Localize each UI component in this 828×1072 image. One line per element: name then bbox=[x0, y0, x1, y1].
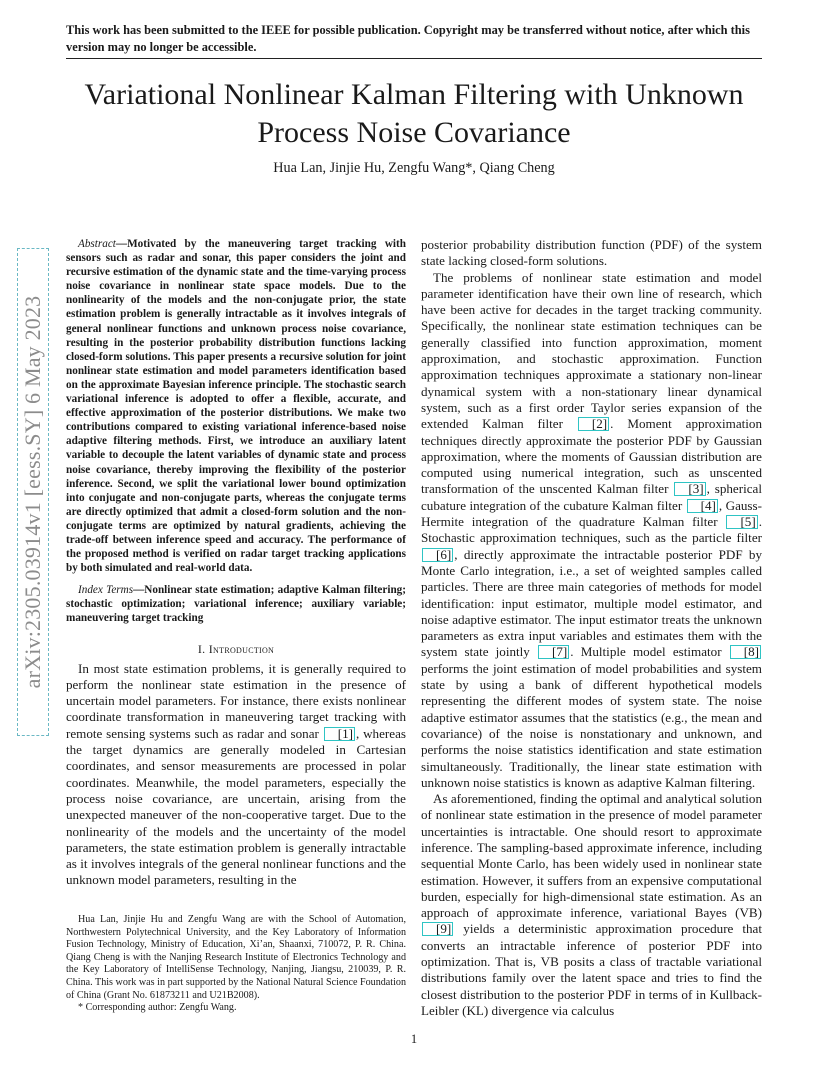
body-text: . Moment approximation techniques directly approximate the posterior PDF by Gaussian approximation, where the moments of Gaussian distribution are computed using numerical integration, such as unscented transformation of the unscented Kalman filter bbox=[421, 416, 762, 497]
footnotes bbox=[66, 914, 406, 1015]
body-text: The problems of nonlinear state estimation and model parameter identification have their own line of research, which have been active for decades in the target tracking community. Specifically, the nonlinear state estimation techniques can be generally classified into function approximation, moment approximation, and stochastic approximation. Function approximation techniques approximate a stationary non-linear dynamical system with a non-stationary linear dynamical system, such as a first order Taylor series expansion of the extended Kalman filter bbox=[421, 269, 762, 432]
page-number: 1 bbox=[410, 1032, 418, 1046]
citation-link[interactable]: [1] bbox=[324, 727, 355, 741]
body-text: yields a deterministic approximation procedure that converts an intractable inference of posterior PDF into optimization. That is, VB posits a class of tractable variational distributions family over the latent space and tries to find the closest distribution to the posterior PDF in terms of in Kullback-Leibler (KL) divergence via calculus bbox=[421, 921, 762, 1018]
abstract-label: Abstract bbox=[78, 238, 116, 250]
abstract bbox=[66, 237, 406, 575]
arxiv-stamp[interactable] bbox=[17, 248, 49, 736]
citation-link[interactable]: [7] bbox=[538, 645, 569, 659]
intro-paragraph-3 bbox=[421, 791, 762, 1019]
paper-title: Variational Nonlinear Kalman Filtering with Unknown Process Noise Covariance bbox=[84, 78, 744, 149]
citation-link[interactable]: [3] bbox=[674, 482, 705, 496]
right-column bbox=[421, 237, 762, 1019]
body-text: As aforementioned, finding the optimal and analytical solution of nonlinear state estimation in the presence of model parameter uncertainties is intractable. One should resort to approximate inference. The sampling-based approximate inference, including sequential Monte Carlo, has been widely used in nonlinear state estimation. However, it suffers from an expensive computational burden, especially for high-dimensional state estimation. As an approach of approximate inference, variational Bayes (VB) bbox=[421, 791, 762, 921]
citation-link[interactable]: [6] bbox=[422, 548, 453, 562]
intro-paragraph-2 bbox=[421, 270, 762, 792]
index-terms-label: Index Terms bbox=[78, 584, 134, 597]
body-text: . Stochastic approximation techniques, such as the particle filter bbox=[421, 514, 762, 546]
body-text: , whereas the target dynamics are generally modeled in Cartesian coordinates, and sensor measurements are processed in polar coordinates. Meanwhile, the model parameters, especially the process noise covariance, are uncertain, arising from the unexpected maneuver of the non-cooperative target. Due to the nonlinearity of the models and the uncertainty of the model parameters, the state estimation problem is generally intractable as it involves integrals of the general nonlinear functions and the unknown model parameters, resulting in the bbox=[66, 725, 406, 888]
corresponding-author-footnote: * Corresponding author: Zengfu Wang. bbox=[78, 1002, 237, 1014]
citation-link[interactable]: [8] bbox=[730, 645, 761, 659]
body-text: In most state estimation problems, it is generally required to perform the nonlinear state estimation in the presence of uncertain model parameters. For instance, there exists nonlinear coordinate transformation in maneuvering target tracking with remote sensing systems such as radar and sonar bbox=[66, 660, 406, 741]
body-text: . Multiple model estimator bbox=[570, 644, 729, 660]
section-number: I. bbox=[197, 641, 206, 656]
body-text: , directly approximate the intractable posterior PDF by Monte Carlo integration, i.e., a set of weighted samples called particles. There are three main categories of methods for model identification: input estimator, multiple model estimator, and noise adaptive estimator. The input estimator treats the unknown parameters as extra input variables and estimates them with the system state jointly bbox=[421, 546, 762, 660]
citation-link[interactable]: [2] bbox=[578, 417, 609, 431]
author-list: Hua Lan, Jinjie Hu, Zengfu Wang*, Qiang Cheng bbox=[273, 160, 555, 176]
intro-paragraph-1-continued: posterior probability distribution function (PDF) of the system state lacking closed-form solutions. bbox=[421, 237, 762, 269]
index-terms bbox=[66, 583, 406, 625]
header-rule bbox=[66, 58, 762, 59]
abstract-text: —Motivated by the maneuvering target tracking with sensors such as radar and sonar, this paper considers the joint and recursive estimation of the dynamic state and the time-varying process noise covariance in nonlinear state space models. Due to the nonlinearity of the models and the non-conjugate prior, the state estimation problem is generally intractable as it involves integrals of general nonlinear functions and unknown process noise covariance, resulting in the posterior probability distribution functions lacking closed-form solutions. This paper presents a recursive solution for joint nonlinear state estimation and model parameters identification based on the approximate Bayesian inference principle. The stochastic search variational inference is adopted to offer a flexible, accurate, and effective approximation of the posterior distributions. We make two contributions compared to existing variational inference-based noise adaptive filtering methods. First, we introduce an auxiliary latent variable to decouple the latent variables of dynamic state and process noise covariance, thereby improving the flexibility of the posterior inference. Second, we split the variational lower bound optimization into conjugate and non-conjugate parts, whereas the conjugate terms are directly optimized that admit a closed-form solution and the non-conjugate terms are optimized by natural gradients, achieving the trade-off between inference speed and accuracy. The performance of the proposed method is verified on radar target tracking applications by both simulated and real-world data. bbox=[66, 238, 406, 575]
arxiv-identifier[interactable]: arXiv:2305.03914v1 [eess.SY] 6 May 2023 bbox=[20, 295, 45, 689]
citation-link[interactable]: [9] bbox=[422, 922, 453, 936]
body-text: , Gauss-Hermite integration of the quadrature Kalman filter bbox=[421, 497, 762, 530]
citation-link[interactable]: [5] bbox=[726, 515, 757, 529]
body-text: , spherical cubature integration of the cubature Kalman filter bbox=[421, 481, 762, 513]
index-terms-text: —Nonlinear state estimation; adaptive Kalman filtering; stochastic optimization; variational inference; auxiliary variable; maneuvering target tracking bbox=[66, 584, 406, 625]
section-heading-introduction bbox=[66, 642, 406, 657]
ieee-submission-notice: This work has been submitted to the IEEE for possible publication. Copyright may be transferred without notice, after which this version may no longer be accessible. bbox=[66, 23, 750, 54]
affiliation-footnote: Hua Lan, Jinjie Hu and Zengfu Wang are with the School of Automation, Northwestern Polytechnical University, and the Key Laboratory of Information Fusion Technology, Ministry of Education, Xi’an, Shaanxi, 710072, P. R. China. Qiang Cheng is with the Nanjing Research Institute of Electronics Technology and the Key Laboratory of IntelliSense Technology, Nanjing, Jiangsu, 210039, P. R. China. This work was in part supported by the National Natural Science Foundation of China (Grant No. 61873211 and U21B2008). bbox=[66, 914, 406, 1001]
intro-paragraph-1 bbox=[66, 661, 406, 889]
citation-link[interactable]: [4] bbox=[687, 499, 718, 513]
section-title: Introduction bbox=[208, 641, 275, 656]
left-column bbox=[66, 237, 406, 889]
body-text: performs the joint estimation of model probabilities and system state by using a bank of different hypothetical models representing the different modes of system state. The noise adaptive estimator assumes that the statistics (e.g., the mean and covariance) of the noise is nonstationary and unknown, and performs the noise statistics identification and state estimation simultaneously. Traditionally, the linear state estimation with unknown noise statistics is known as adaptive Kalman filtering. bbox=[421, 660, 762, 790]
